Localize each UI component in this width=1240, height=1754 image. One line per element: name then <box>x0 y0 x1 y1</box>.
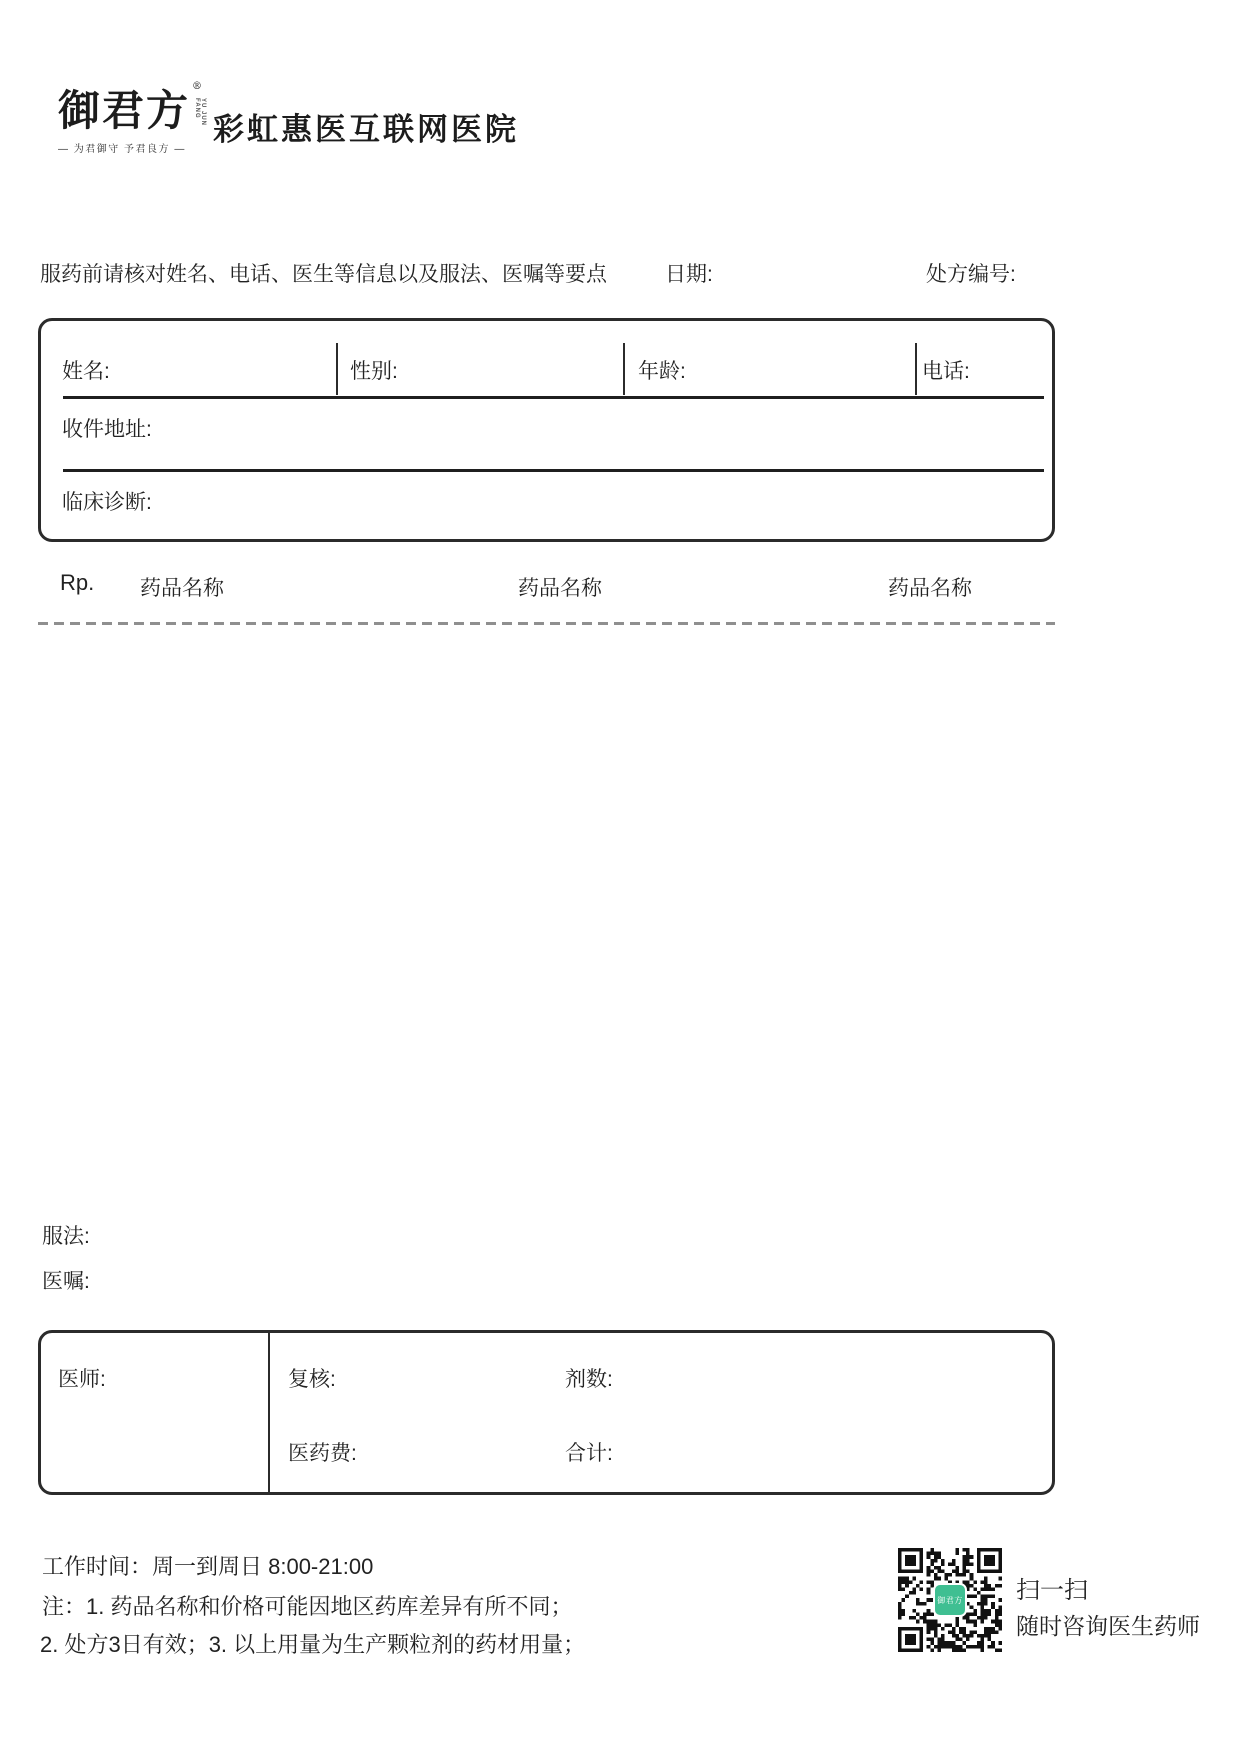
qr-center-logo: 御君方 <box>933 1583 967 1617</box>
doctor-label: 医师: <box>58 1368 106 1391</box>
brand-logo-pinyin: YU JUN FANG <box>194 98 207 127</box>
column-divider <box>915 343 917 395</box>
usage-instructions-label: 服法: <box>42 1225 90 1248</box>
column-divider <box>268 1333 270 1492</box>
patient-name-label: 姓名: <box>62 360 110 383</box>
hospital-name: 彩虹惠医互联网医院 <box>213 112 519 147</box>
drug-name-column-header: 药品名称 <box>518 577 602 600</box>
verification-notice: 服药前请核对姓名、电话、医生等信息以及服法、医嘱等要点 <box>40 263 607 286</box>
patient-phone-label: 电话: <box>922 360 970 383</box>
patient-age-label: 年龄: <box>638 360 686 383</box>
row-divider <box>63 396 1044 399</box>
qr-code <box>898 1548 1002 1652</box>
brand-tagline: — 为君御守 予君良方 — <box>58 144 186 155</box>
work-time-text: 工作时间：周一到周日 8:00-21:00 <box>42 1554 374 1579</box>
clinical-diagnosis-label: 临床诊断: <box>62 491 152 514</box>
doctor-advice-label: 医嘱: <box>42 1270 90 1293</box>
dashed-separator <box>38 622 1055 625</box>
registered-trademark-icon: ® <box>192 81 205 92</box>
shipping-address-label: 收件地址: <box>62 418 152 441</box>
brand-logo-text <box>58 81 207 135</box>
drug-name-column-header: 药品名称 <box>888 577 972 600</box>
note-line-1: 注：1. 药品名称和价格可能因地区药库差异有所不同； <box>42 1594 573 1619</box>
patient-info-box <box>38 318 1055 542</box>
rp-label: Rp. <box>60 570 95 595</box>
column-divider <box>623 343 625 395</box>
row-divider <box>63 469 1044 472</box>
scan-caption: 扫一扫 <box>1016 1577 1088 1604</box>
brand-logo-characters: 御君方 <box>58 86 191 135</box>
patient-gender-label: 性别: <box>350 360 398 383</box>
date-label: 日期: <box>665 263 713 286</box>
prescription-number-label: 处方编号: <box>926 263 1016 286</box>
note-line-2: 2. 处方3日有效；3. 以上用量为生产颗粒剂的药材用量； <box>40 1632 586 1657</box>
brand-logo <box>58 81 208 155</box>
dose-count-label: 剂数: <box>565 1368 613 1391</box>
consult-caption: 随时咨询医生药师 <box>1016 1613 1200 1639</box>
review-label: 复核: <box>288 1368 336 1391</box>
signature-fee-box <box>38 1330 1055 1495</box>
total-label: 合计: <box>565 1442 613 1465</box>
drug-name-column-header: 药品名称 <box>140 577 224 600</box>
column-divider <box>336 343 338 395</box>
medicine-fee-label: 医药费: <box>288 1442 357 1465</box>
